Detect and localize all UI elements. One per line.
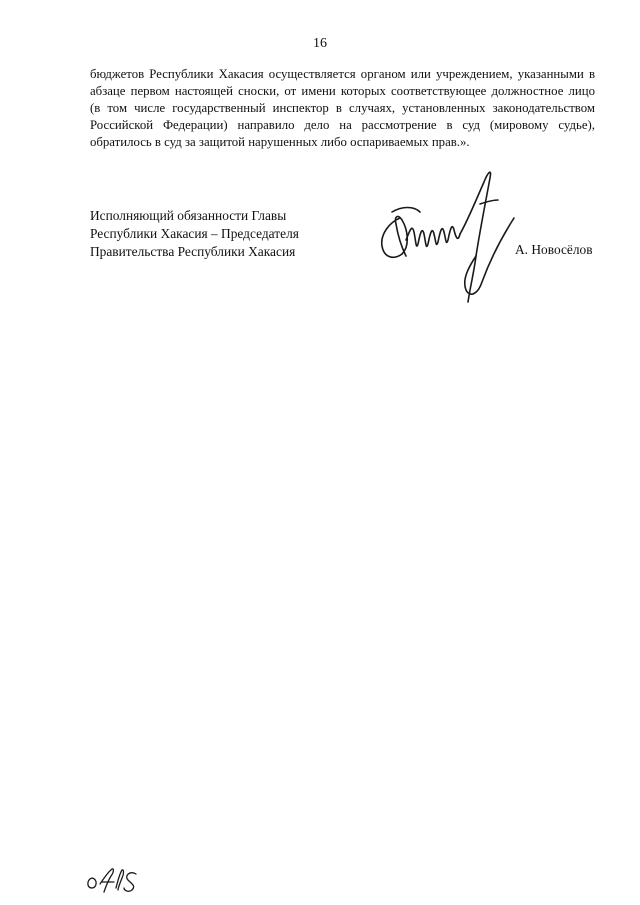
signatory-title-line: Правительства Республики Хакасия	[90, 244, 296, 259]
signatory-name: А. Новосёлов	[515, 242, 593, 257]
handwritten-signature	[372, 160, 537, 310]
signatory-title	[90, 207, 299, 261]
paragraph-line: обратилось в суд за защитой нарушенных либо оспариваемых прав.».	[90, 135, 470, 149]
paragraph-line: абзаце первом настоящей сноски, от имени которых соответствующее должностное лицо	[90, 84, 595, 98]
paragraph-line: (в том числе государственный инспектор в случаях, установленных законодательством	[90, 101, 595, 115]
page-number: 16	[313, 36, 327, 51]
paragraph-line: Российской Федерации) направило дело на рассмотрение в суд (мировому судье),	[90, 118, 595, 132]
paragraph-line: бюджетов Республики Хакасия осуществляется органом или учреждением, указанными в	[90, 67, 595, 81]
signatory-title-line: Республики Хакасия – Председателя	[90, 226, 299, 241]
footnote-paragraph	[90, 66, 595, 151]
signatory-title-line: Исполняющий обязанности Главы	[90, 208, 287, 223]
handwritten-initials	[84, 866, 138, 894]
